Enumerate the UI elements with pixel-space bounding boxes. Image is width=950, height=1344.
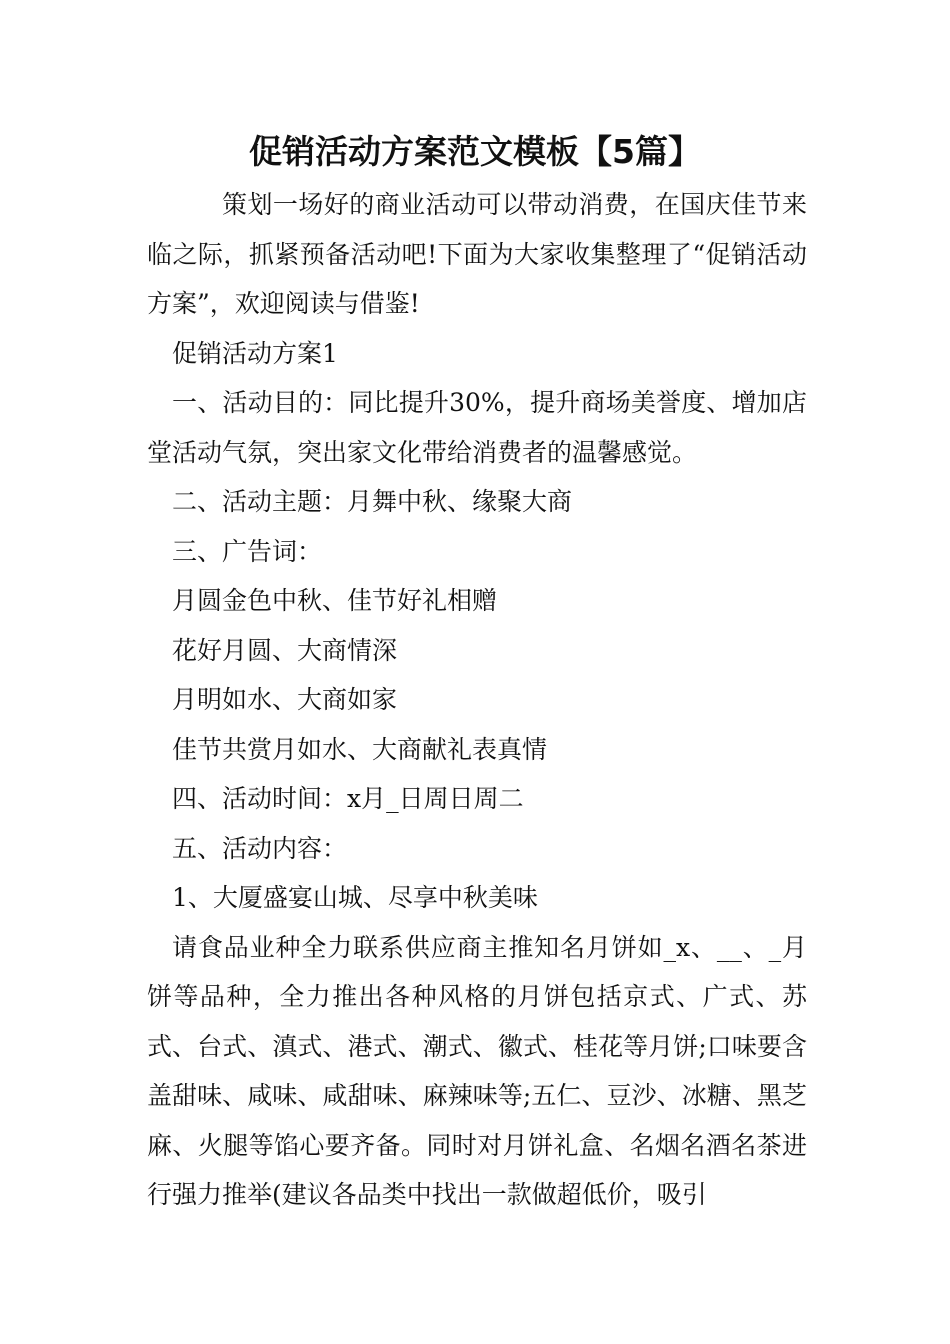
intro-paragraph: 策划一场好的商业活动可以带动消费，在国庆佳节来临之际，抓紧预备活动吧!下面为大家收集整理了“促销活动方案”，欢迎阅读与借鉴! xyxy=(147,190,807,318)
plan-heading: 促销活动方案1 xyxy=(172,338,338,368)
document-body xyxy=(147,180,807,1220)
section-time: 四、活动时间：x月_日周日周二 xyxy=(172,784,524,813)
section-theme: 二、活动主题：月舞中秋、缘聚大商 xyxy=(172,487,573,516)
content-paragraph: 请食品业种全力联系供应商主推知名月饼如_x、__、_月饼等品种，全力推出各种风格的月饼包括京式、广式、苏式、台式、滇式、港式、潮式、徽式、桂花等月饼;口味要含盖甜味、咸味、咸甜味、麻辣味等;五仁、豆沙、冰糖、黑芝麻、火腿等馅心要齐备。同时对月饼礼盒、名烟名酒名茶进行强力推举(建议各品类中找出一款做超低价，吸引 xyxy=(147,932,807,1209)
slogan-line: 月圆金色中秋、佳节好礼相赠 xyxy=(172,586,498,615)
document-title: 促销活动方案范文模板【5篇】 xyxy=(249,132,701,171)
slogan-line: 佳节共赏月如水、大商献礼表真情 xyxy=(172,734,548,764)
slogan-line: 花好月圆、大商情深 xyxy=(172,635,398,665)
section-purpose: 一、活动目的：同比提升30%，提升商场美誉度、增加店堂活动气氛，突出家文化带给消费者的温馨感觉。 xyxy=(147,388,807,467)
section-content-heading: 五、活动内容： xyxy=(172,833,348,863)
slogan-line: 月明如水、大商如家 xyxy=(172,685,398,714)
subsection-heading: 1、大厦盛宴山城、尽享中秋美味 xyxy=(172,883,538,912)
section-slogans-heading: 三、广告词： xyxy=(172,536,323,566)
